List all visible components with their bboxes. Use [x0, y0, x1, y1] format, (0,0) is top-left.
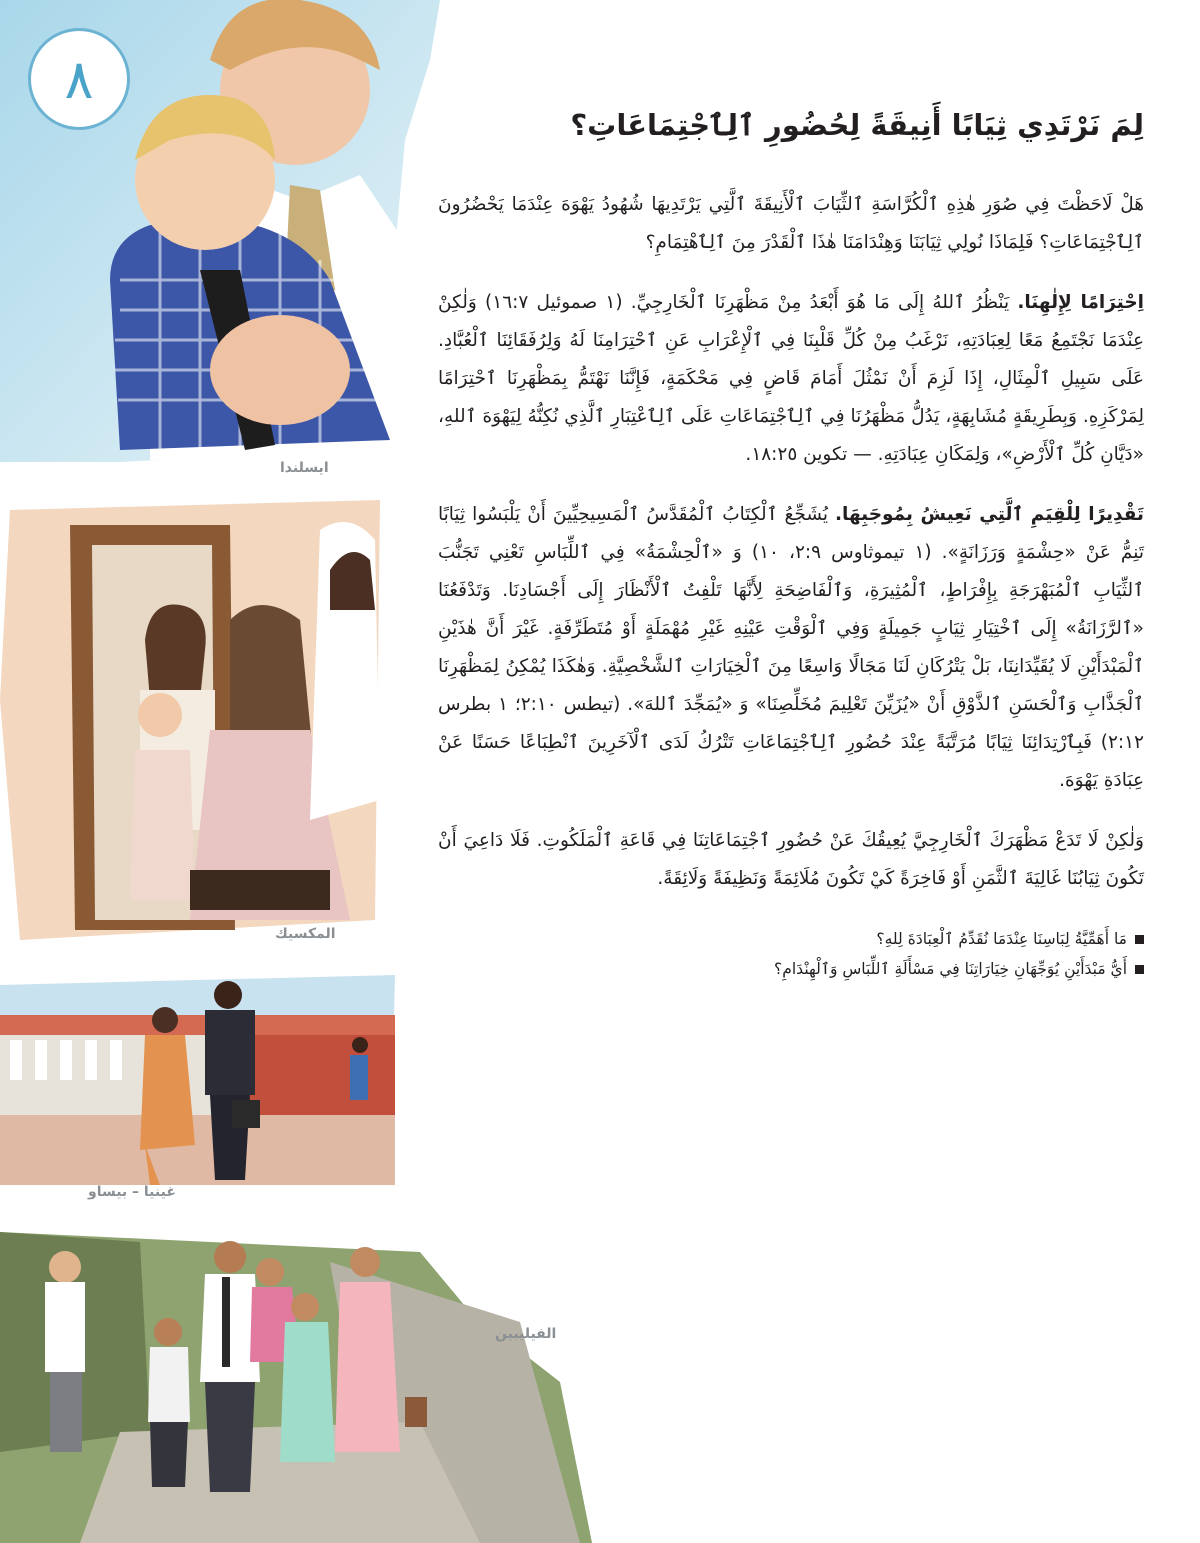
values-body: يُشَجِّعُ ٱلْكِتَابُ ٱلْمُقَدَّسُ ٱلْمَسِيحِيِّينَ أَنْ يَلْبَسُوا ثِيَابًا تَنِمُّ عَنْ «حِشْمَةٍ وَرَزَانَةٍ». (١ تيموثاوس ٢:٩، ١٠) وَ «ٱلْحِشْمَةُ» فِي ٱللِّبَاسِ تَعْنِي تَجَنُّبَ ٱلثِّيَابِ ٱلْمُبَهْرَجَةِ بِإِفْرَاطٍ، ٱلْمُثِيرَةِ، وَٱلْفَاضِحَةِ لِأَنَّهَا تَلْفِتُ ٱلْأَنْظَارَ إِلَى أَجْسَادِنَا. وَتَدْفَعُنَا «ٱلرَّزَانَةُ» إِلَى ٱخْتِيَارِ ثِيَابٍ جَمِيلَةٍ وَفِي ٱلْوَقْتِ عَيْنِهِ غَيْرِ مُهْمَلَةٍ أَوْ مُتَطَرِّفَةٍ. غَيْرَ أَنَّ هٰذَيْنِ ٱلْمَبْدَأَيْنِ لَا يُقَيِّدَانِنَا، بَلْ يَتْرُكَانِ لَنَا مَجَالًا وَاسِعًا مِنَ ٱلْخِيَارَاتِ ٱلشَّخْصِيَّةِ. وَهٰكَذَا يُمْكِنُ لِمَظْهَرِنَا ٱلْجَذَّابِ وَٱلْحَسَنِ ٱلذَّوْقِ أَنْ «يُزَيِّنَ تَعْلِيمَ مُخَلِّصِنَا» وَ «يُمَجِّدَ ٱللهَ». (تيطس ٢:١٠؛ ١ بطرس ٢:١٢) فَبِٱرْتِدَائِنَا ثِيَابًا مُرَتَّبَةً عِنْدَ حُضُورِ ٱلِٱجْتِمَاعَاتِ تَتْرُكُ لَدَى ٱلْآخَرِينَ ٱنْطِبَاعًا حَسَنًا عَنْ عِبَادَةِ يَهْوَهَ. — [438, 503, 1144, 791]
photo-caption-mexico: المكسيك — [275, 926, 336, 942]
respect-paragraph — [438, 284, 1144, 474]
review-question — [438, 954, 1144, 984]
intro-paragraph: هَلْ لَاحَظْتَ فِي صُوَرِ هٰذِهِ ٱلْكُرَّاسَةِ ٱلثِّيَابَ ٱلْأَنِيقَةَ ٱلَّتِي يَرْتَدِيهَا شُهُودُ يَهْوَهَ عِنْدَمَا يَحْضُرُونَ ٱلِٱجْتِمَاعَاتِ؟ فَلِمَاذَا نُولِي ثِيَابَنَا وَهِنْدَامَنَا هٰذَا ٱلْقَدْرَ مِنَ ٱلِٱهْتِمَامِ؟ — [438, 193, 1144, 253]
values-lead: تَقْدِيرًا لِلْقِيَمِ ٱلَّتِي نَعِيشُ بِمُوجَبِهَا. — [834, 503, 1144, 525]
article-title: لِمَ نَرْتَدِي ثِيَابًا أَنِيقَةً لِحُضُورِ ٱلِٱجْتِمَاعَاتِ؟ — [570, 108, 1144, 142]
lesson-number-badge: ٨ — [28, 28, 130, 130]
review-question-text: أَيُّ مَبْدَأَيْنِ يُوَجِّهَانِ خِيَارَاتِنَا فِي مَسْأَلَةِ ٱللِّبَاسِ وَٱلْهِنْدَامِ؟ — [774, 959, 1127, 978]
closing-paragraph: وَلٰكِنْ لَا تَدَعْ مَظْهَرَكَ ٱلْخَارِجِيَّ يُعِيقُكَ عَنْ حُضُورِ ٱجْتِمَاعَاتِنَا فِي قَاعَةِ ٱلْمَلَكُوتِ. فَلَا دَاعِيَ أَنْ تَكُونَ ثِيَابُنَا غَالِيَةَ ٱلثَّمَنِ أَوْ فَاخِرَةً كَيْ تَكُونَ مُلَائِمَةً وَنَظِيفَةً وَلَائِقَةً. — [438, 829, 1144, 889]
article-content — [438, 104, 1144, 984]
mirror-mother-daughters-photo — [0, 500, 385, 940]
couple-walking-photo — [0, 975, 395, 1185]
photo-caption-guinea-bissau: غينيا – بيساو — [88, 1184, 176, 1200]
respect-body: يَنْظُرُ ٱللهُ إِلَى مَا هُوَ أَبْعَدُ مِنْ مَظْهَرِنَا ٱلْخَارِجِيِّ. (١ صموئيل ١٦:٧) وَلٰكِنْ عِنْدَمَا نَجْتَمِعُ مَعًا لِعِبَادَتِهِ، نَرْغَبُ مِنْ كُلِّ قَلْبِنَا فِي ٱلْإِعْرَابِ عَنِ ٱحْتِرَامِنَا لَهُ وَلِرُفَقَائِنَا ٱلْعُبَّادِ. عَلَى سَبِيلِ ٱلْمِثَالِ، إِذَا لَزِمَ أَنْ نَمْثُلَ أَمَامَ قَاضٍ فِي مَحْكَمَةٍ، فَإِنَّنَا نَهْتَمُّ بِمَظْهَرِنَا ٱحْتِرَامًا لِمَرْكَزِهِ. وَبِطَرِيقَةٍ مُشَابِهَةٍ، يَدُلُّ مَظْهَرُنَا فِي ٱلِٱجْتِمَاعَاتِ عَلَى ٱلِٱعْتِبَارِ ٱلَّذِي نُكِنُّهُ لِيَهْوَهَ ٱللهِ، «دَيَّانِ كُلِّ ٱلْأَرْضِ»، وَلِمَكَانِ عِبَادَتِهِ. — تكوين ١٨:٢٥. — [438, 291, 1144, 465]
review-question-text: مَا أَهَمِّيَّةُ لِبَاسِنَا عِنْدَمَا نُقَدِّمُ ٱلْعِبَادَةَ لِلهِ؟ — [876, 929, 1127, 948]
review-questions — [438, 924, 1144, 984]
family-walking-photo — [0, 1232, 592, 1543]
square-bullet-icon — [1135, 965, 1144, 974]
values-paragraph — [438, 496, 1144, 800]
review-question — [438, 924, 1144, 954]
respect-lead: اِحْتِرَامًا لِإِلٰهِنَا. — [1017, 291, 1145, 313]
square-bullet-icon — [1135, 935, 1144, 944]
photo-caption-philippines: الفيليبين — [495, 1326, 557, 1342]
photo-caption-iceland: ايسلندا — [280, 460, 329, 476]
